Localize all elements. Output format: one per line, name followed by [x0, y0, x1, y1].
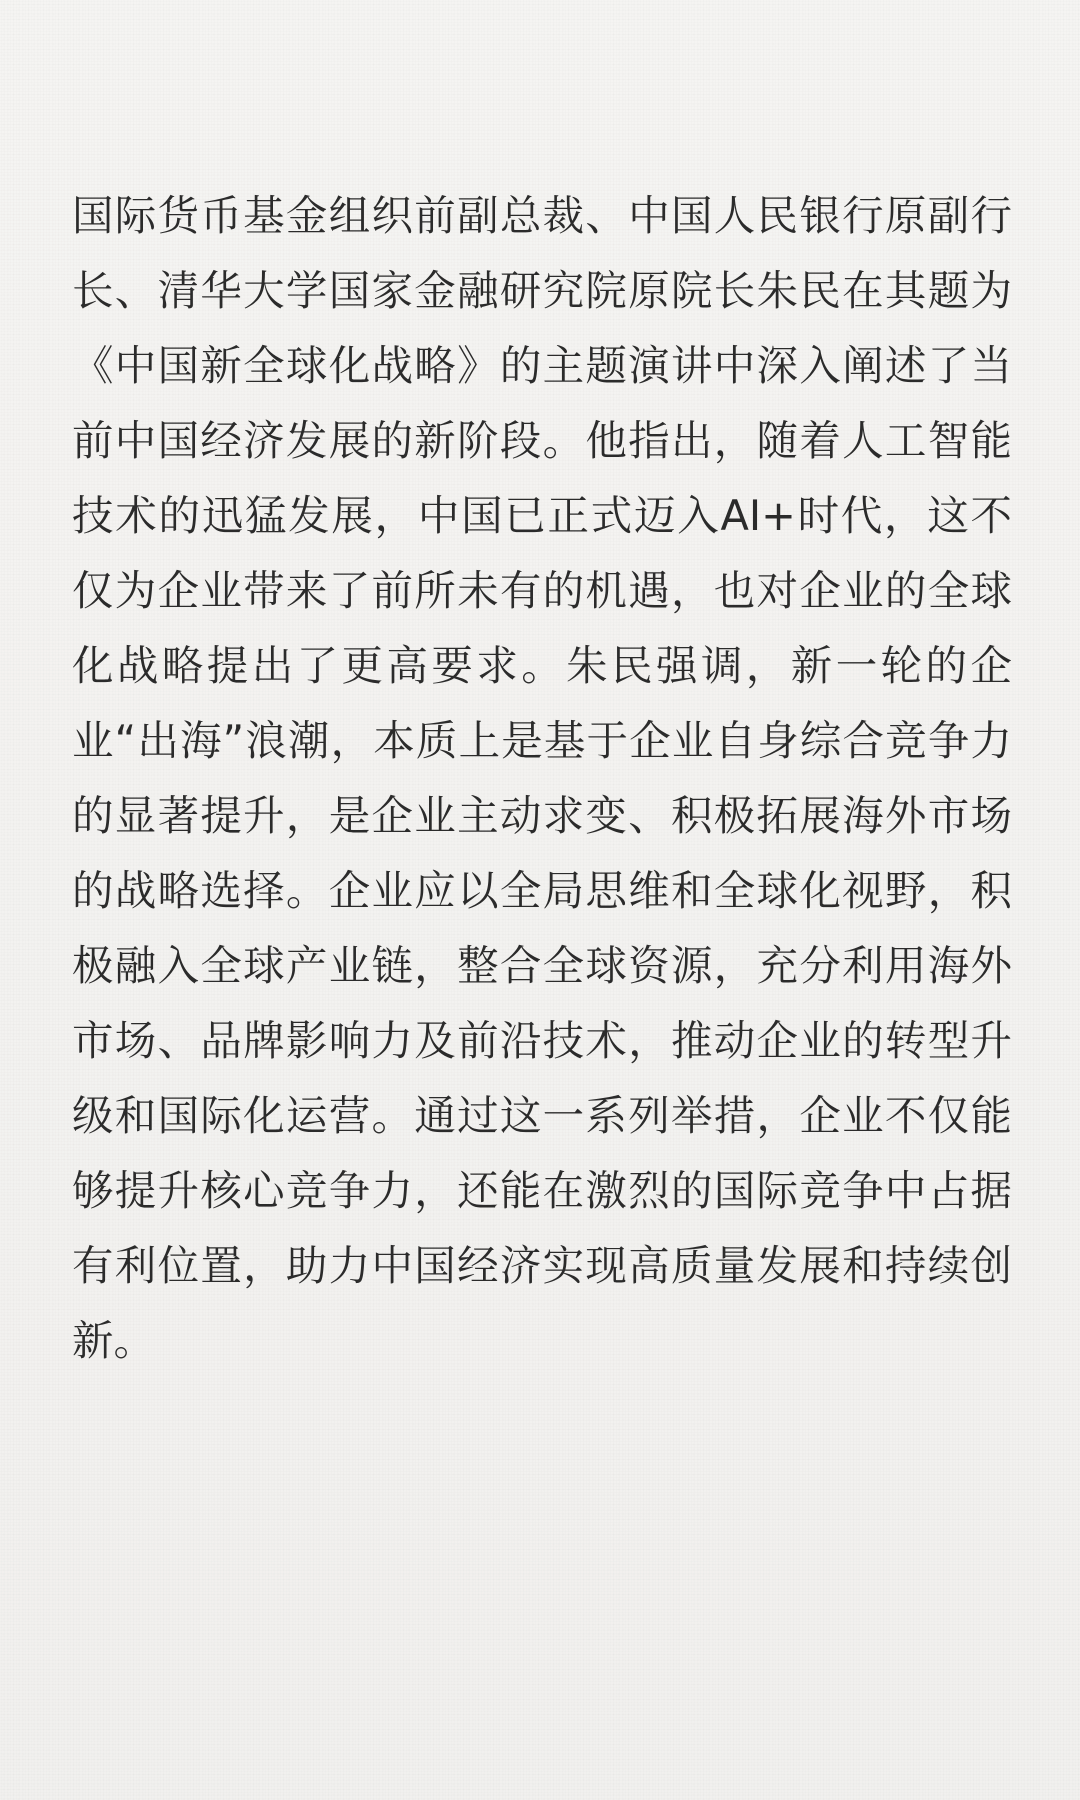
- article-body: 国际货币基金组织前副总裁、中国人民银行原副行长、清华大学国家金融研究院原院长朱民在其题为《中国新全球化战略》的主题演讲中深入阐述了当前中国经济发展的新阶段。他指出，随着人工智能技术的迅猛发展，中国已正式迈入AI+时代，这不仅为企业带来了前所未有的机遇，也对企业的全球化战略提出了更高要求。朱民强调，新一轮的企业“出海”浪潮，本质上是基于企业自身综合竞争力的显著提升，是企业主动求变、积极拓展海外市场的战略选择。企业应以全局思维和全球化视野，积极融入全球产业链，整合全球资源，充分利用海外市场、品牌影响力及前沿技术，推动企业的转型升级和国际化运营。通过这一系列举措，企业不仅能够提升核心竞争力，还能在激烈的国际竞争中占据有利位置，助力中国经济实现高质量发展和持续创新。: [72, 191, 1012, 1365]
